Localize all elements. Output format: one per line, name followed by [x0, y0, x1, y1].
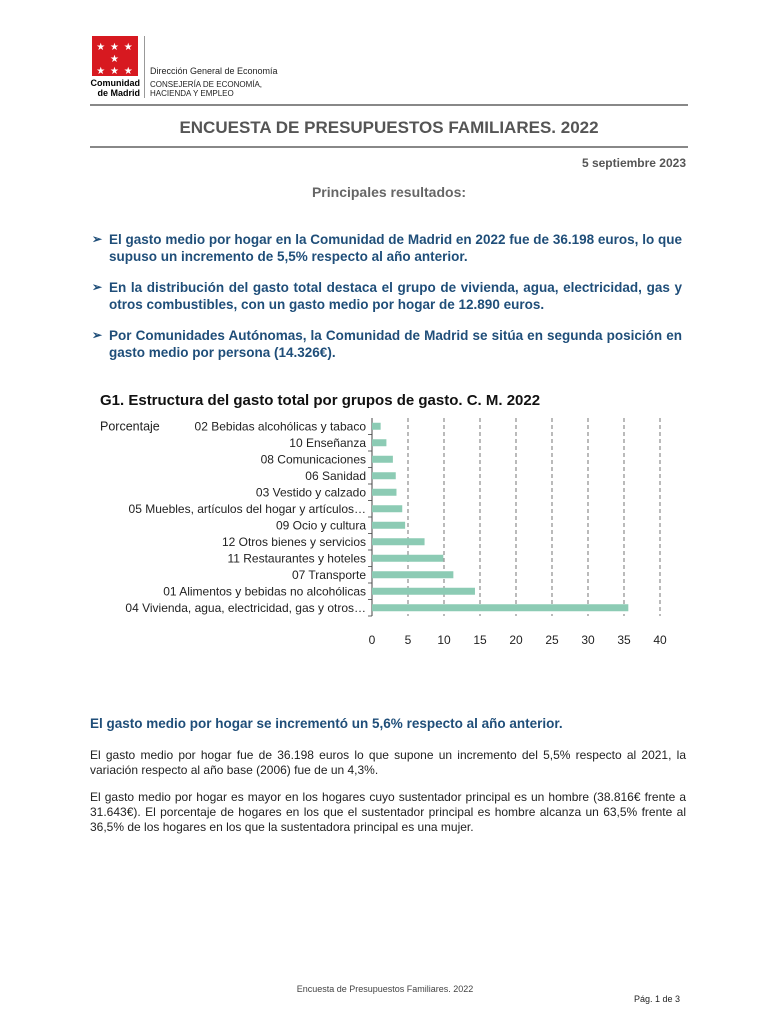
chart-category-label: 01 Alimentos y bebidas no alcohólicas: [163, 584, 366, 599]
expense-structure-chart: [96, 412, 696, 652]
chart-category-label: 07 Transporte: [291, 567, 366, 582]
directorate-name: Dirección General de Economía: [150, 66, 278, 76]
chart-bar: [372, 538, 425, 545]
chart-category-label: 03 Vestido y calzado: [255, 485, 366, 500]
title-rule-top: [90, 104, 688, 106]
chart-category-label: 04 Vivienda, agua, electricidad, gas y otros…: [125, 600, 366, 615]
chart-category-label: 05 Muebles, artículos del hogar y artículos…: [128, 501, 366, 516]
chart-category-label: 12 Otros bienes y servicios: [221, 534, 366, 549]
chart-tick-label: 15: [473, 633, 487, 647]
chart-tick-label: 30: [581, 633, 595, 647]
chart-category-label: 06 Sanidad: [305, 468, 366, 483]
list-item: ➢ En la distribución del gasto total destaca el grupo de vivienda, agua, electricidad, gas y otros combustibles, con un gasto medio por hogar de 12.890 euros.: [92, 280, 682, 312]
chart-category-label: 11 Restaurantes y hoteles: [227, 551, 366, 566]
chart-bar: [372, 505, 402, 512]
arrow-bullet-icon: ➢: [92, 232, 103, 246]
chart-bar: [372, 555, 443, 562]
page-number: Pág. 1 de 3: [633, 994, 680, 1004]
chart-bar: [372, 522, 405, 529]
arrow-bullet-icon: ➢: [92, 328, 103, 342]
chart-category-label: 08 Comunicaciones: [260, 452, 366, 467]
footer-text: Encuesta de Presupuestos Familiares. 2022: [296, 984, 474, 994]
logo-separator: [144, 36, 145, 98]
chart-bar: [372, 588, 475, 595]
arrow-bullet-icon: ➢: [92, 280, 103, 294]
chart-tick-label: 20: [509, 633, 523, 647]
chart-bar: [372, 489, 396, 496]
paragraph: El gasto medio por hogar fue de 36.198 euros lo que supone un incremento del 5,5% respecto al 2021, la variación respecto al año base (2006) fue de un 4,3%.: [90, 748, 686, 777]
chart-title: G1. Estructura del gasto total por grupos de gasto. C. M. 2022: [100, 392, 541, 409]
chart-tick-label: 40: [653, 633, 667, 647]
title-rule-bottom: [90, 146, 688, 148]
chart-tick-label: 10: [437, 633, 451, 647]
chart-bar: [372, 439, 386, 446]
chart-tick-label: 35: [617, 633, 631, 647]
chart-axis-label: Porcentaje: [100, 419, 160, 434]
list-item: ➢ El gasto medio por hogar en la Comunidad de Madrid en 2022 fue de 36.198 euros, lo que supuso un incremento de 5,5% respecto al año anterior.: [92, 232, 682, 264]
chart-tick-label: 0: [368, 633, 376, 647]
logo-stars-icon: ★ ★ ★ ★ ★ ★ ★: [96, 42, 134, 77]
results-subtitle: Principales resultados:: [311, 184, 467, 200]
chart-bar: [372, 456, 393, 463]
chart-category-label: 02 Bebidas alcohólicas y tabaco: [194, 419, 366, 434]
chart-category-label: 09 Ocio y cultura: [275, 518, 366, 533]
chart-bar: [372, 423, 381, 430]
chart-bar: [372, 472, 396, 479]
chart-tick-label: 5: [404, 633, 412, 647]
list-item: ➢ Por Comunidades Autónomas, la Comunidad de Madrid se sitúa en segunda posición en gasto medio por persona (14.326€).: [92, 328, 682, 360]
section-heading: El gasto medio por hogar se incrementó un 5,6% respecto al año anterior.: [90, 716, 563, 731]
publication-date: 5 septiembre 2023: [581, 156, 686, 170]
paragraph: El gasto medio por hogar es mayor en los hogares cuyo sustentador principal es un hombre (38.816€ frente a 31.643€). El porcentaje de hogares en los que el sustentador principal es hombre alcanza un 63,5% frente al 36,5% de los hogares en los que la sustentadora principal es una mujer.: [90, 790, 686, 834]
logo-name: Comunidad de Madrid: [90, 78, 140, 98]
chart-tick-label: 25: [545, 633, 559, 647]
chart-category-label: 10 Enseñanza: [289, 435, 366, 450]
chart-bar: [372, 604, 628, 611]
department-name: CONSEJERÍA DE ECONOMÍA, HACIENDA Y EMPLEO: [150, 80, 263, 98]
document-title: ENCUESTA DE PRESUPUESTOS FAMILIARES. 2022: [179, 118, 599, 137]
comunidad-madrid-logo: [88, 36, 278, 100]
key-findings-list: [92, 231, 682, 375]
chart-bar: [372, 571, 453, 578]
